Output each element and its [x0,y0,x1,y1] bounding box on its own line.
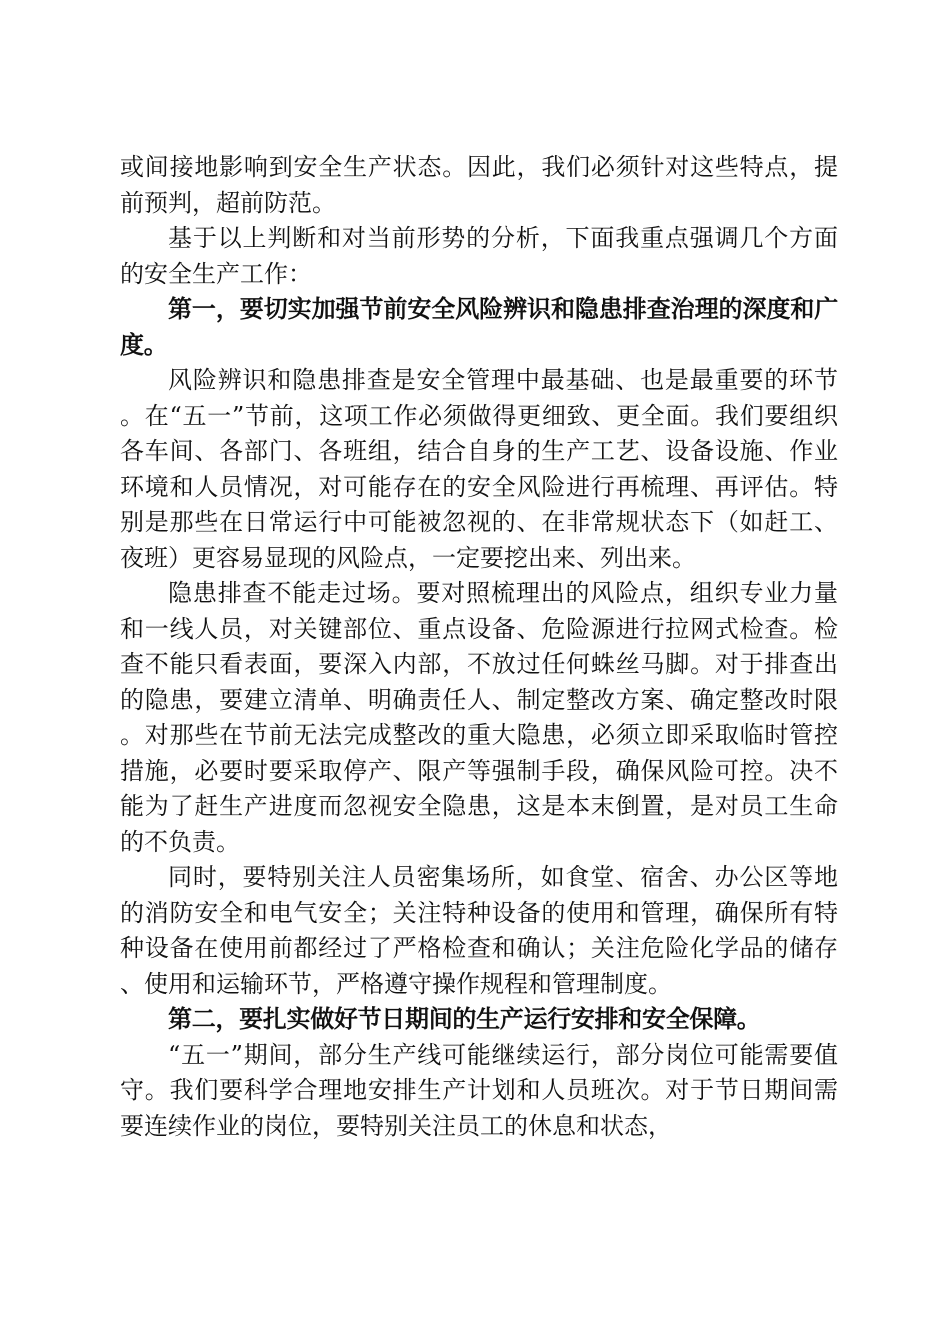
paragraph-special-attention: 同时，要特别关注人员密集场所，如食堂、宿舍、办公区等地的消防安全和电气安全；关注特种设备的使用和管理，确保所有特种设备在使用前都经过了严格检查和确认；关注危险化学品的储存、使用和运输环节，严格遵守操作规程和管理制度。 [120,863,838,998]
paragraph-intro: 基于以上判断和对当前形势的分析，下面我重点强调几个方面的安全生产工作： [120,224,838,288]
paragraph-holiday-arrangement: “五一”期间，部分生产线可能继续运行，部分岗位可能需要值守。我们要科学合理地安排生产计划和人员班次。对于节日期间需要连续作业的岗位，要特别关注员工的休息和状态， [120,1040,838,1140]
section-heading-2: 第二，要扎实做好节日期间的生产运行安排和安全保障。 [168,1005,761,1033]
paragraph-risk-identification: 风险辨识和隐患排查是安全管理中最基础、也是最重要的环节。在“五一”节前，这项工作必须做得更细致、更全面。我们要组织各车间、各部门、各班组，结合自身的生产工艺、设备设施、作业环境和人员情况，对可能存在的安全风险进行再梳理、再评估。特别是那些在日常运行中可能被忽视的、在非常规状态下（如赶工、夜班）更容易显现的风险点，一定要挖出来、列出来。 [120,366,838,572]
paragraph-hazard-inspection: 隐患排查不能走过场。要对照梳理出的风险点，组织专业力量和一线人员，对关键部位、重点设备、危险源进行拉网式检查。检查不能只看表面，要深入内部，不放过任何蛛丝马脚。对于排查出的隐患，要建立清单、明确责任人、制定整改方案、确定整改时限。对那些在节前无法完成整改的重大隐患，必须立即采取临时管控措施，必要时要采取停产、限产等强制手段，确保风险可控。决不能为了赶生产进度而忽视安全隐患，这是本末倒置，是对员工生命的不负责。 [120,579,838,856]
paragraph-continuation: 或间接地影响到安全生产状态。因此，我们必须针对这些特点，提前预判，超前防范。 [120,153,838,217]
document-page [120,150,838,1144]
section-heading-1: 第一，要切实加强节前安全风险辨识和隐患排查治理的深度和广度。 [120,295,838,359]
